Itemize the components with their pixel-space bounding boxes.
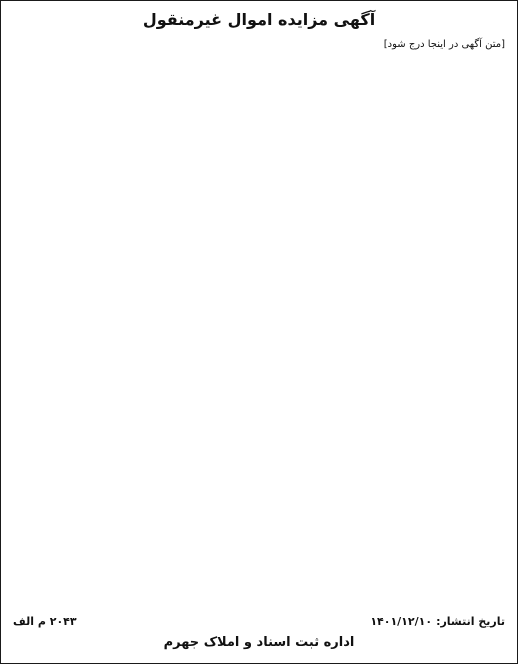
publication-date: ۱۴۰۱/۱۲/۱۰: [370, 615, 433, 628]
notice-number: ۲۰۴۳ م الف: [13, 615, 77, 628]
notice-title: آگهی مزایده اموال غیرمنقول: [142, 10, 376, 29]
notice-footer: [13, 613, 505, 631]
publication-date-group: [370, 613, 505, 631]
issuing-office: اداره ثبت اسناد و املاک جهرم: [163, 635, 355, 650]
publication-date-label: تاریخ انتشار:: [436, 615, 505, 628]
notice-body: [متن آگهی در اینجا درج شود]: [383, 39, 505, 50]
